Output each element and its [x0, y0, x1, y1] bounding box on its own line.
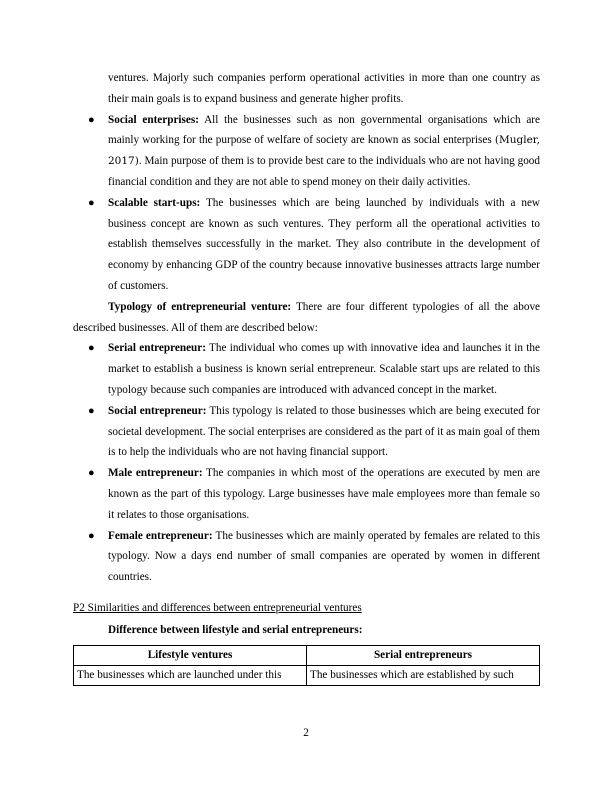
venture-types-list — [73, 110, 540, 297]
typology-list — [73, 338, 540, 588]
list-item-serial-entrepreneur — [73, 338, 540, 400]
table-row — [74, 665, 540, 685]
scalable-startups-text: The businesses which are being launched by individuals with a new business concept are known as such ventures. They perform all the operational activities to establish themselves successfully in the market. They also contribute in the development of economy by enhancing GDP of the country because innovative businesses attracts large number of customers. — [108, 196, 540, 292]
term-female-entrepreneur: Female entrepreneur: — [108, 529, 213, 542]
term-typology: Typology of entrepreneurial venture: — [108, 300, 292, 313]
section-heading: P2 Similarities and differences between entrepreneurial ventures — [73, 601, 362, 614]
page-content — [73, 68, 540, 686]
list-item-scalable-startups — [73, 193, 540, 297]
bullet-icon: ● — [88, 196, 95, 209]
social-enterprises-text-cont: . Main purpose of them is to provide best care to the individuals who are not having good financial condition and they are not able to spend money on their daily activities. — [108, 155, 540, 188]
social-entrepreneur-text: This typology is related to those businesses which are being executed for societal development. The social enterprises are considered as the part of it as main goal of them is to help the individuals who are not having financial support. — [108, 404, 540, 459]
table-header-row — [74, 645, 540, 665]
bullet-icon: ● — [88, 342, 95, 355]
term-social-entrepreneur: Social entrepreneur: — [108, 404, 207, 417]
sub-heading: Difference between lifestyle and serial entrepreneurs: — [108, 623, 363, 636]
term-serial-entrepreneur: Serial entrepreneur: — [108, 342, 206, 355]
table-header-lifestyle: Lifestyle ventures — [74, 645, 307, 665]
female-entrepreneur-text: The businesses which are mainly operated by females are related to this typology. Now a days end number of small companies are operated by women in different countries. — [108, 529, 541, 584]
page-number: 2 — [303, 727, 309, 739]
social-enterprises-text: All the businesses such as non governmental organisations which are mainly working for the purpose of welfare of society are known as social enterprises — [108, 113, 540, 147]
list-item-male-entrepreneur — [73, 463, 540, 525]
typology-text: There are four different typologies of all the above described businesses. All of them are described below: — [73, 300, 540, 334]
serial-entrepreneur-text: The individual who comes up with innovative idea and launches it in the market to establish a business is known serial entrepreneur. Scalable start ups are related to this typology because such companies are introduced with advanced concept in the market. — [108, 342, 540, 396]
table-header-serial: Serial entrepreneurs — [307, 645, 540, 665]
comparison-table — [73, 645, 540, 686]
male-entrepreneur-text: The companies in which most of the operations are executed by men are known as the part of this typology. Large businesses have male employees more than female so it relates to those organisations. — [108, 467, 541, 521]
bullet-icon: ● — [88, 113, 95, 126]
list-item-social-enterprises — [73, 110, 540, 193]
term-male-entrepreneur: Male entrepreneur: — [108, 467, 203, 480]
table-cell-lifestyle: The businesses which are launched under this — [74, 665, 307, 685]
bullet-icon: ● — [88, 467, 95, 480]
term-social-enterprises: Social enterprises: — [108, 113, 199, 126]
list-item-female-entrepreneur — [73, 526, 540, 588]
typology-paragraph — [73, 297, 540, 339]
table-cell-serial: The businesses which are established by such — [307, 665, 540, 685]
intro-continuation: ventures. Majorly such companies perform operational activities in more than one country as their main goals is to expand business and generate higher profits. — [108, 72, 540, 105]
bullet-icon: ● — [88, 404, 95, 417]
list-item-social-entrepreneur — [73, 401, 540, 463]
term-scalable-startups: Scalable start-ups: — [108, 196, 201, 209]
citation-mugler: (Mugler, 2017) — [108, 134, 540, 168]
bullet-icon: ● — [88, 529, 95, 542]
